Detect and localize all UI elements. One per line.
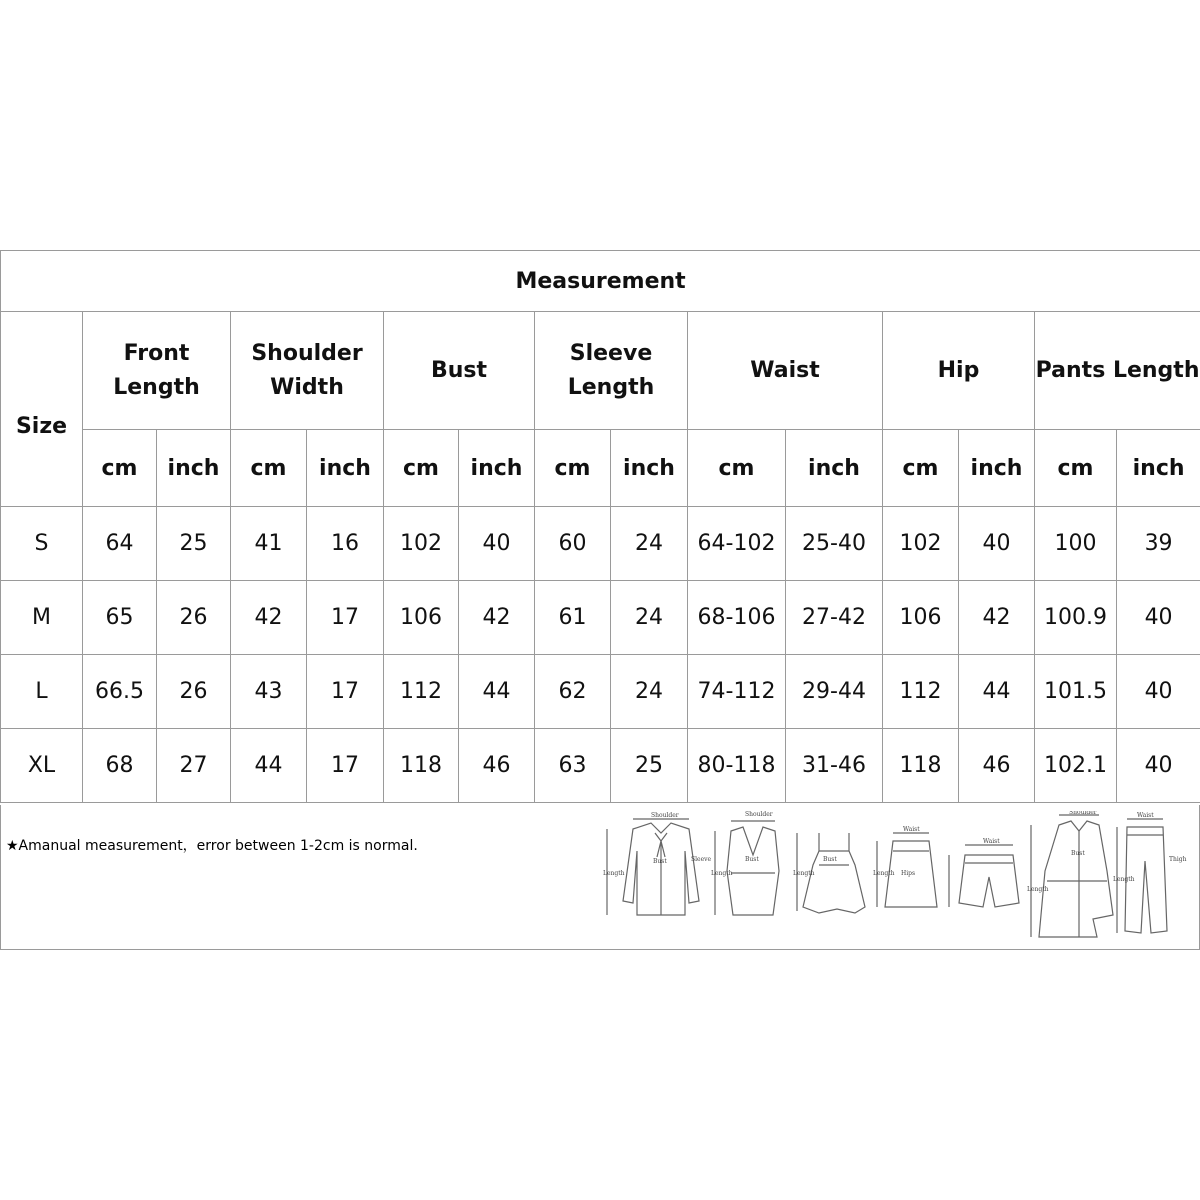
unit-header: cm: [1035, 430, 1117, 507]
table-row: [1, 507, 1200, 581]
unit-header: cm: [231, 430, 307, 507]
measurement-cell: 42: [959, 581, 1035, 655]
column-header-bust: Bust: [384, 312, 535, 430]
column-header-pants-length: Pants Length: [1035, 312, 1200, 430]
measurement-cell: 42: [459, 581, 535, 655]
vest-sketch-icon: [715, 821, 779, 915]
table-row: [1, 655, 1200, 729]
size-label: S: [1, 507, 83, 581]
illustration-label: Waist: [1137, 812, 1154, 819]
measurement-cell: 27-42: [786, 581, 883, 655]
measurement-cell: 100: [1035, 507, 1117, 581]
measurement-cell: 102.1: [1035, 729, 1117, 803]
table-row: [1, 729, 1200, 803]
unit-header: cm: [688, 430, 786, 507]
measurement-cell: 112: [384, 655, 459, 729]
unit-header: inch: [959, 430, 1035, 507]
measurement-cell: 40: [459, 507, 535, 581]
measurement-cell: 63: [535, 729, 611, 803]
measurement-cell: 112: [883, 655, 959, 729]
unit-header: inch: [459, 430, 535, 507]
measurement-cell: 25-40: [786, 507, 883, 581]
size-header: Size: [1, 312, 83, 507]
illustration-label: Sleeve: [691, 856, 712, 863]
measurement-cell: 102: [883, 507, 959, 581]
illustration-label: Bust: [1071, 850, 1085, 857]
measurement-cell: 64: [83, 507, 157, 581]
unit-header: cm: [83, 430, 157, 507]
measurement-cell: 46: [459, 729, 535, 803]
size-label: L: [1, 655, 83, 729]
unit-header: inch: [307, 430, 384, 507]
measurement-cell: 24: [611, 655, 688, 729]
illustration-label: Bust: [823, 856, 837, 863]
illustration-label: Waist: [903, 826, 920, 833]
footer-panel: [0, 805, 1200, 950]
measurement-cell: 61: [535, 581, 611, 655]
illustration-label: Length: [873, 870, 895, 877]
measurement-cell: 64-102: [688, 507, 786, 581]
illustration-label: Shoulder: [651, 812, 679, 819]
measurement-cell: 40: [1117, 729, 1200, 803]
measurement-cell: 17: [307, 655, 384, 729]
table-title: Measurement: [1, 251, 1200, 312]
shorts-sketch-icon: [949, 845, 1019, 907]
shirt-sketch-icon: [607, 819, 699, 915]
illustration-label: Shoulder: [1069, 811, 1097, 816]
size-label: XL: [1, 729, 83, 803]
measurement-cell: 16: [307, 507, 384, 581]
measurement-cell: 27: [157, 729, 231, 803]
illustration-label: Bust: [653, 858, 667, 865]
illustration-label: Shoulder: [745, 811, 773, 818]
illustration-label: Length: [1113, 876, 1135, 883]
measurement-cell: 31-46: [786, 729, 883, 803]
measurement-cell: 62: [535, 655, 611, 729]
measurement-cell: 46: [959, 729, 1035, 803]
unit-header: inch: [786, 430, 883, 507]
measurement-cell: 43: [231, 655, 307, 729]
measurement-cell: 41: [231, 507, 307, 581]
measurement-table: [0, 250, 1200, 803]
measurement-cell: 17: [307, 729, 384, 803]
column-header-front-length: Front Length: [83, 312, 231, 430]
measurement-cell: 106: [384, 581, 459, 655]
size-chart: [0, 250, 1200, 950]
illustration-label: Length: [711, 870, 733, 877]
measurement-cell: 80-118: [688, 729, 786, 803]
column-header-waist: Waist: [688, 312, 883, 430]
measurement-cell: 40: [1117, 581, 1200, 655]
table-row: [1, 581, 1200, 655]
measurement-cell: 68-106: [688, 581, 786, 655]
unit-header: cm: [384, 430, 459, 507]
illustration-label: Waist: [983, 838, 1000, 845]
illustration-label: Length: [793, 870, 815, 877]
illustration-label: Hips: [901, 870, 916, 877]
measurement-cell: 26: [157, 655, 231, 729]
measurement-cell: 25: [611, 729, 688, 803]
measurement-cell: 29-44: [786, 655, 883, 729]
illustration-label: Bust: [745, 856, 759, 863]
measurement-cell: 44: [459, 655, 535, 729]
measurement-cell: 24: [611, 507, 688, 581]
column-header-sleeve-length: Sleeve Length: [535, 312, 688, 430]
size-label: M: [1, 581, 83, 655]
measurement-cell: 39: [1117, 507, 1200, 581]
measurement-cell: 44: [231, 729, 307, 803]
garment-illustrations: [593, 811, 1199, 945]
unit-header: cm: [883, 430, 959, 507]
measurement-note: ★Amanual measurement，error between 1-2cm is normal.: [6, 838, 418, 854]
illustration-label: Length: [603, 870, 625, 877]
measurement-cell: 66.5: [83, 655, 157, 729]
illustration-label: Thigh: [1169, 856, 1187, 863]
column-header-hip: Hip: [883, 312, 1035, 430]
coat-sketch-icon: [1031, 815, 1113, 937]
measurement-cell: 40: [959, 507, 1035, 581]
measurement-cell: 68: [83, 729, 157, 803]
measurement-cell: 74-112: [688, 655, 786, 729]
measurement-cell: 106: [883, 581, 959, 655]
measurement-cell: 118: [883, 729, 959, 803]
unit-header: inch: [611, 430, 688, 507]
measurement-cell: 60: [535, 507, 611, 581]
column-header-shoulder-width: Shoulder Width: [231, 312, 384, 430]
measurement-cell: 24: [611, 581, 688, 655]
unit-header: inch: [1117, 430, 1200, 507]
measurement-cell: 40: [1117, 655, 1200, 729]
measurement-cell: 26: [157, 581, 231, 655]
measurement-cell: 102: [384, 507, 459, 581]
measurement-cell: 44: [959, 655, 1035, 729]
measurement-cell: 17: [307, 581, 384, 655]
unit-header: inch: [157, 430, 231, 507]
measurement-cell: 25: [157, 507, 231, 581]
measurement-cell: 65: [83, 581, 157, 655]
measurement-cell: 100.9: [1035, 581, 1117, 655]
measurement-cell: 101.5: [1035, 655, 1117, 729]
illustration-label: Length: [1027, 886, 1049, 893]
measurement-cell: 42: [231, 581, 307, 655]
unit-header: cm: [535, 430, 611, 507]
measurement-cell: 118: [384, 729, 459, 803]
